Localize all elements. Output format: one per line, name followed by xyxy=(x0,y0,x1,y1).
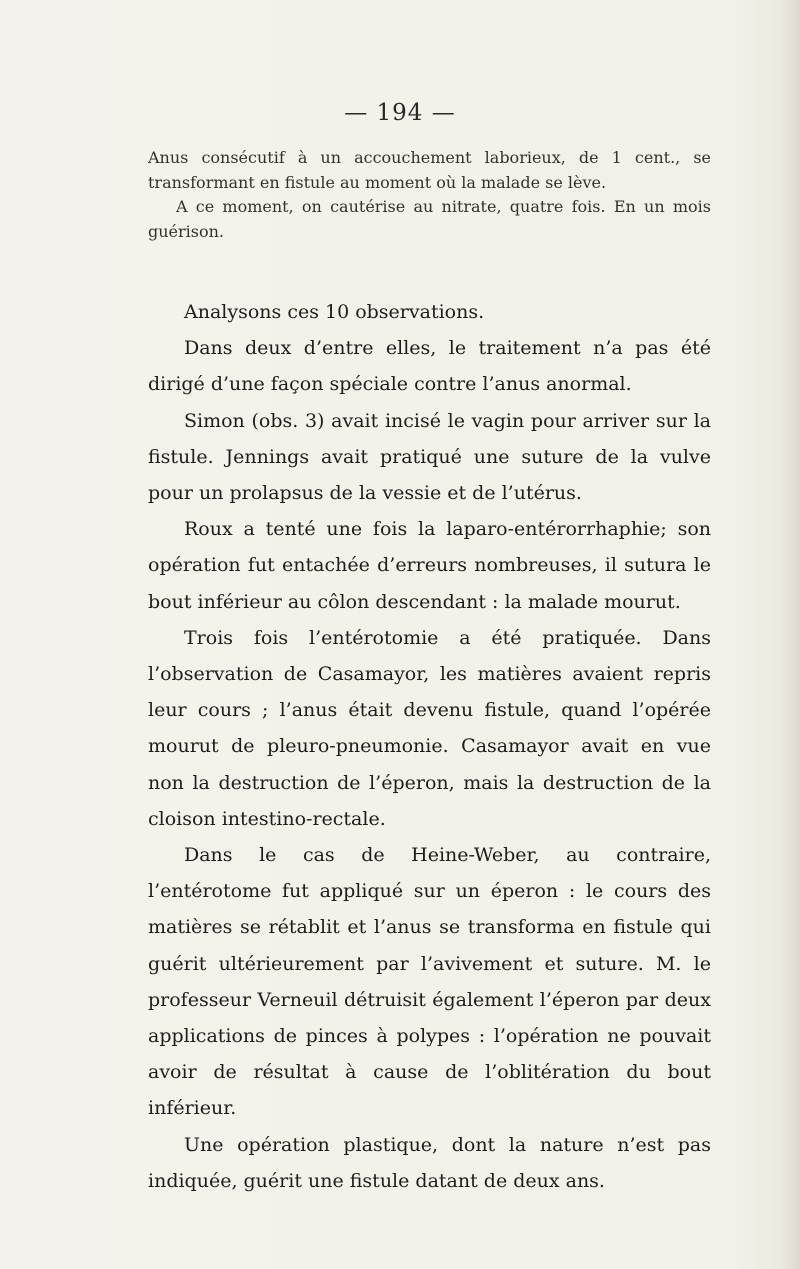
paragraph: Une opération plastique, dont la nature n’est pas indiquée, guérit une fistule datant de deux ans. xyxy=(148,1133,711,1192)
paragraph: Trois fois l’entérotomie a été pratiquée. Dans l’observation de Casamayor, les matières avaient repris leur cours ; l’anus était devenu fistule, quand l’opérée mourut de pleuro-pneumonie. Casamayor avait en vue non la destruction de l’éperon, mais la destruction de la cloison intestino-rectale. xyxy=(148,626,711,830)
observation-paragraph: A ce moment, on cautérise au nitrate, quatre fois. En un mois guérison. xyxy=(148,197,711,241)
observation-paragraph: Anus consécutif à un accouchement laborieux, de 1 cent., se transformant en fistule au moment où la malade se lève. xyxy=(148,148,711,192)
page-edge-shadow xyxy=(782,0,800,1269)
observation-excerpt xyxy=(148,146,711,244)
page-number: — 194 — xyxy=(344,100,456,126)
paragraph: Analysons ces 10 observations. xyxy=(184,301,485,323)
paragraph: Dans le cas de Heine-Weber, au contraire, l’entérotome fut appliqué sur un éperon : le cours des matières se rétablit et l’anus se transforma en fistule qui guérit ultérieurement par l’avivement et suture. M. le professeur Verneuil détruisit également l’éperon par deux applications de pinces à polypes : l’opération ne pouvait avoir de résultat à cause de l’oblitération du bout inférieur. xyxy=(148,844,711,1120)
main-text xyxy=(148,294,711,1199)
paragraph: Simon (obs. 3) avait incisé le vagin pour arriver sur la fistule. Jennings avait pratiqué une suture de la vulve pour un prolapsus de la vessie et de l’utérus. xyxy=(148,409,711,505)
paragraph: Roux a tenté une fois la laparo-entérorrhaphie; son opération fut entachée d’erreurs nombreuses, il sutura le bout inférieur au côlon descendant : la malade mourut. xyxy=(148,518,711,613)
paragraph: Dans deux d’entre elles, le traitement n’a pas été dirigé d’une façon spéciale contre l’anus anormal. xyxy=(148,337,711,396)
